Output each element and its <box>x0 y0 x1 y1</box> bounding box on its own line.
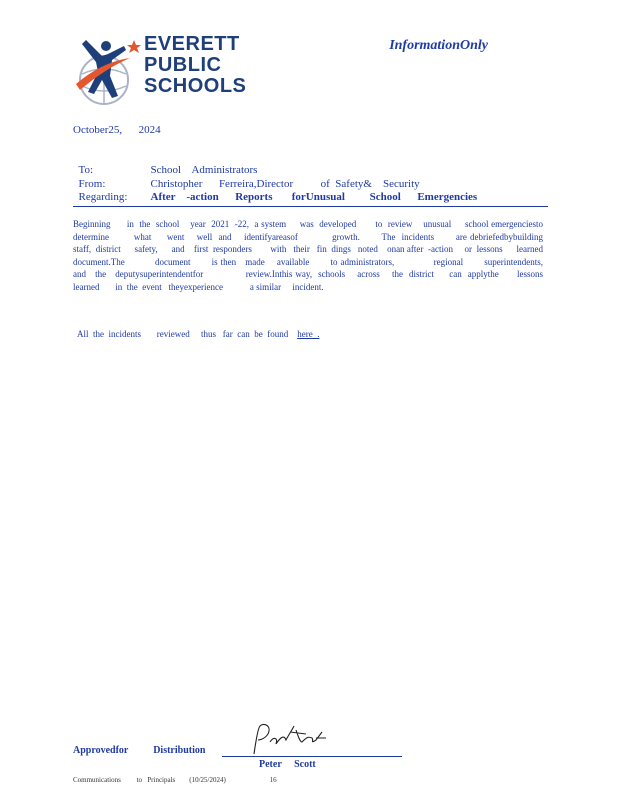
information-only-label: InformationOnly <box>389 38 488 53</box>
everett-public-schools-logo <box>72 34 262 112</box>
logo-wordmark <box>144 34 246 97</box>
from-label: From: <box>78 178 106 190</box>
logo-line-3: SCHOOLS <box>144 75 247 97</box>
logo-line-1: EVERETT <box>144 33 240 55</box>
memo-date: October25, 2024 <box>73 124 161 136</box>
body-paragraph: Beginning in the school year 2021 -22, a system was developed to review unusual school emergenciesto determine what went well and identifyareasof growth. The incidents are debriefedbybuilding staff, district safety, and first responders with their fin dings noted onan after -action or lessons learned document.The document is then made available to administrators, regional superintendents, and the deputysuperintendentfor review.Inthis way, schools across the district can applythe lessons learned in the event theyexperience a similar incident. <box>73 219 575 292</box>
to-label: To: <box>78 164 94 176</box>
signature-line <box>222 756 402 757</box>
runner-globe-icon <box>72 34 142 112</box>
to-value: School Administrators <box>150 164 258 176</box>
regarding-line <box>73 179 477 203</box>
page-footer: Communications to Principals (10/25/2024) 16 <box>73 776 277 784</box>
incidents-link-paragraph <box>73 319 319 339</box>
logo-line-2: PUBLIC <box>144 54 222 76</box>
link-paragraph-text: All the incidents reviewed thus far can be found <box>77 329 298 339</box>
header-divider <box>73 206 548 207</box>
here-link[interactable]: here . <box>297 329 320 339</box>
regarding-value: After -action Reports forUnusual School Emergencies <box>150 191 478 203</box>
approved-for-distribution-label: Approvedfor Distribution <box>73 745 206 756</box>
regarding-label: Regarding: <box>78 191 128 203</box>
from-value: Christopher Ferreira,Director of Safety& Security <box>150 178 420 190</box>
handwritten-signature <box>250 720 330 758</box>
signer-name: Peter Scott <box>259 759 316 770</box>
